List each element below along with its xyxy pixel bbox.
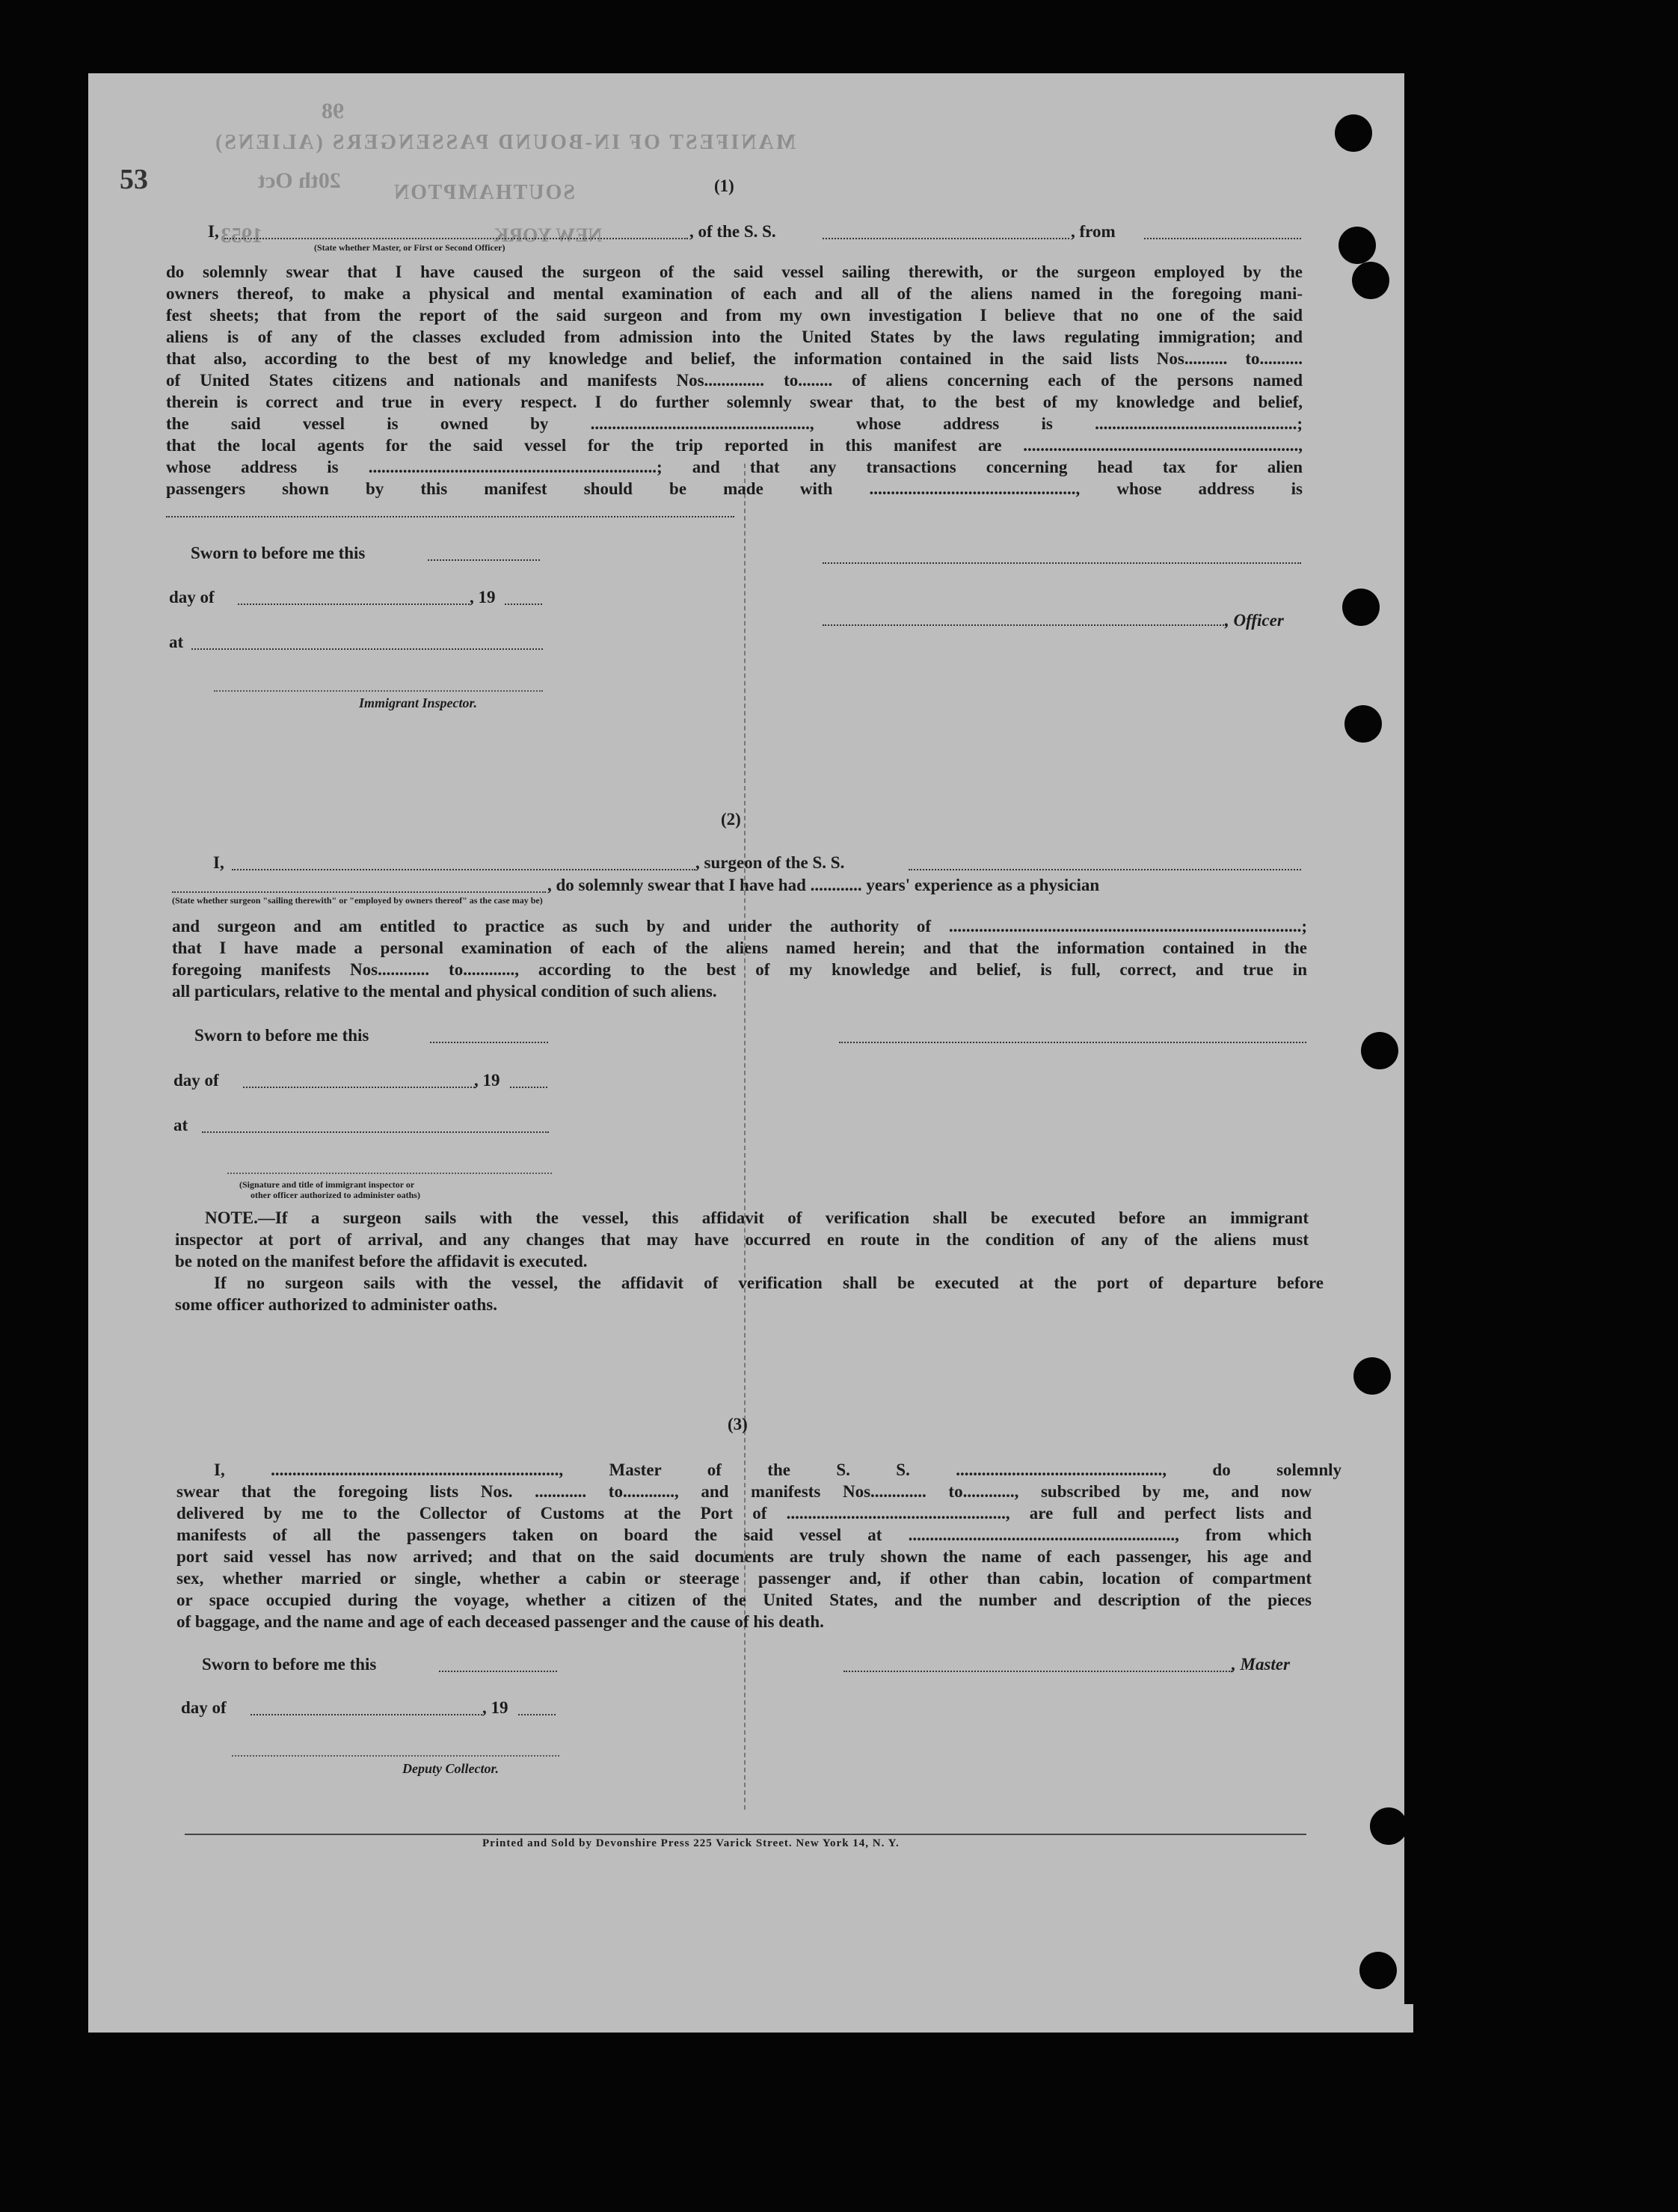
section-1-at-label: at [169,633,184,651]
section-2-at-label: at [173,1116,188,1134]
bleed-date: 20th Oct [258,168,341,193]
bleed-port-2: NEW YORK [494,224,603,246]
surgeon-name-field[interactable] [232,869,695,870]
bleed-page-number: 98 [322,99,344,123]
section-1-body [166,261,1303,500]
section-1-line: passengers shown by this manifest should be made with ................................................, whose address is [166,479,1303,498]
note-line: some officer authorized to administer oaths. [175,1295,497,1314]
signature-note-1: (Signature and title of immigrant inspector or [239,1179,415,1190]
section-3-sworn-label: Sworn to before me this [202,1655,377,1674]
immigrant-inspector-label: Immigrant Inspector. [359,695,478,710]
section-3-line: delivered by me to the Collector of Customs at the Port of ..................................................., are full and perfect lists and [176,1504,1312,1523]
bleed-page-mark: 53 [120,164,148,195]
section-3-body [176,1459,1342,1632]
surgeon-signature-field[interactable] [839,1042,1306,1043]
section-3-day-field[interactable] [251,1714,482,1715]
bleed-title: MANIFEST OF IN-BOUND PASSENGERS (ALIENS) [213,131,796,154]
officer-label: , Officer [1225,611,1284,630]
vessel-name-field[interactable] [823,238,1069,239]
officer-title-field[interactable] [823,624,1226,626]
section-2-line: and surgeon and am entitled to practice as such by and under the authority of ..................................................................................; [172,917,1307,936]
section-2-line: that I have made a personal examination of each of the aliens named herein; and that the information contained in the [172,938,1307,957]
deputy-collector-signature-line[interactable] [232,1755,559,1757]
section-3-line: swear that the foregoing lists Nos. ............ to............, and manifests Nos............. to............, subscribed by me, and now [176,1482,1312,1501]
punch-hole [1353,1357,1391,1395]
section-1-at-field[interactable] [191,648,543,650]
section-3-number: (3) [728,1415,748,1434]
section-2-sworn-field[interactable] [430,1042,548,1043]
section-1-year-label: , 19 [470,588,496,606]
note-line: be noted on the manifest before the affidavit is executed. [175,1252,588,1271]
section-1-line: fest sheets; that from the report of the said surgeon and from my own investigation I believe that no one of the said [166,306,1303,325]
punch-hole [1370,1807,1407,1845]
section-2-body [172,915,1307,1002]
section-3-line: I, ..................................................................., Master of the S. S. ................................................, do solemnly [214,1460,1342,1479]
from-port-field[interactable] [1144,238,1301,239]
punch-hole [1352,262,1389,299]
punch-hole [1359,1952,1397,1989]
printer-footer: Printed and Sold by Devonshire Press 225 Varick Street. New York 14, N. Y. [482,1837,900,1849]
footer-rule [185,1834,1306,1835]
note-line: If no surgeon sails with the vessel, the affidavit of verification shall be executed at the port of departure before [214,1274,1324,1292]
section-3-year-label: , 19 [482,1698,508,1717]
section-3-sworn-field[interactable] [439,1671,557,1672]
section-2-day-field[interactable] [243,1087,475,1088]
officer-rank-note: (State whether Master, or First or Second Officer) [314,242,505,253]
section-2-year-field[interactable] [510,1087,547,1088]
surgeon-status-field[interactable] [172,891,546,893]
section-2-year-label: , 19 [474,1071,500,1090]
section-2-line: all particulars, relative to the mental and physical condition of such aliens. [172,982,717,1001]
section-1-line: do solemnly swear that I have caused the surgeon of the said vessel sailing therewith, or the surgeon employed by the [166,262,1303,281]
section-1-line: the said vessel is owned by ..................................................., whose address is ...............................................; [166,414,1303,433]
of-ss-label: , of the S. S. [689,222,776,241]
section-3-line: manifests of all the passengers taken on board the said vessel at .............................................................., from which [176,1526,1312,1544]
section-1-sworn-label: Sworn to before me this [191,544,366,562]
section-3-line: or space occupied during the voyage, whether a citizen of the United States, and the number and description of the pieces [176,1591,1312,1609]
section-1-day-label: day of [169,588,215,606]
section-2-at-field[interactable] [202,1131,549,1133]
section-1-line: owners thereof, to make a physical and mental examination of each and all of the aliens named in the foregoing mani- [166,284,1303,303]
inspector-signature-line[interactable] [214,690,543,692]
officer-signature-field[interactable] [823,562,1301,564]
section-3-line: port said vessel has now arrived; and that on the said documents are truly shown the name of each passenger, his age and [176,1547,1312,1566]
bleed-port: SOUTHAMPTON [393,181,575,204]
surgeon-note [175,1207,1324,1315]
surgeon-swear-text: , do solemnly swear that I have had ............ years' experience as a physician [547,876,1100,894]
section-1-year-field[interactable] [505,603,542,605]
section-2-sworn-label: Sworn to before me this [194,1026,369,1045]
section-1-pronoun: I, [208,222,219,241]
section-2-line: foregoing manifests Nos............ to............, according to the best of my knowledge and belief, is full, correct, and true in [172,960,1307,979]
from-label: , from [1071,222,1116,241]
master-signature-field[interactable] [843,1671,1232,1672]
section-2-number: (2) [721,810,741,829]
section-3-day-label: day of [181,1698,227,1717]
master-label: , Master [1232,1655,1290,1674]
surgeon-vessel-field[interactable] [909,869,1301,870]
section-1-line: therein is correct and true in every respect. I do further solemnly swear that, to the best of my knowledge and belief, [166,393,1303,411]
section-2-pronoun: I, [213,853,224,872]
punch-hole [1339,227,1376,264]
bleed-year: 1953 [221,224,262,248]
section-1-day-field[interactable] [238,603,470,605]
signature-note-2: other officer authorized to administer oaths) [251,1190,420,1200]
head-tax-address-field[interactable] [166,516,734,517]
section-3-line: sex, whether married or single, whether a cabin or steerage passenger and, if other than cabin, location of compartment [176,1569,1312,1588]
surgeon-status-note: (State whether surgeon "sailing therewith" or "employed by owners thereof" as the case may be) [172,895,543,906]
surgeon-of-ss-label: , surgeon of the S. S. [695,853,845,872]
section-1-line: whose address is ...................................................................; and that any transactions concerning head tax for alien [166,458,1303,476]
note-line: NOTE.—If a surgeon sails with the vessel, this affidavit of verification shall be executed before an immigrant [205,1208,1309,1227]
section-3-year-field[interactable] [518,1714,556,1715]
punch-hole [1344,705,1382,743]
punch-hole [1335,114,1372,152]
inspector-officer-signature-line[interactable] [227,1173,552,1174]
section-1-sworn-field[interactable] [428,559,540,561]
section-2-day-label: day of [173,1071,219,1090]
punch-hole [1342,589,1380,626]
form-sheet-lower-edge [106,2004,1413,2033]
section-3-line: of baggage, and the name and age of each deceased passenger and the cause of his death. [176,1612,824,1631]
section-1-line: that also, according to the best of my knowledge and belief, the information contained in the said lists Nos.......... to.......... [166,349,1303,368]
section-1-line: of United States citizens and nationals and manifests Nos.............. to........ of aliens concerning each of the persons named [166,371,1303,390]
master-name-field[interactable] [224,238,688,239]
section-1-line: aliens is of any of the classes excluded from admission into the United States by the laws regulating immigration; and [166,328,1303,346]
note-line: inspector at port of arrival, and any changes that may have occurred en route in the condition of any of the aliens must [175,1230,1309,1249]
deputy-collector-label: Deputy Collector. [402,1761,499,1776]
section-1-line: that the local agents for the said vessel for the trip reported in this manifest are ................................................................, [166,436,1303,455]
section-1-number: (1) [714,176,734,195]
punch-hole [1361,1032,1398,1069]
